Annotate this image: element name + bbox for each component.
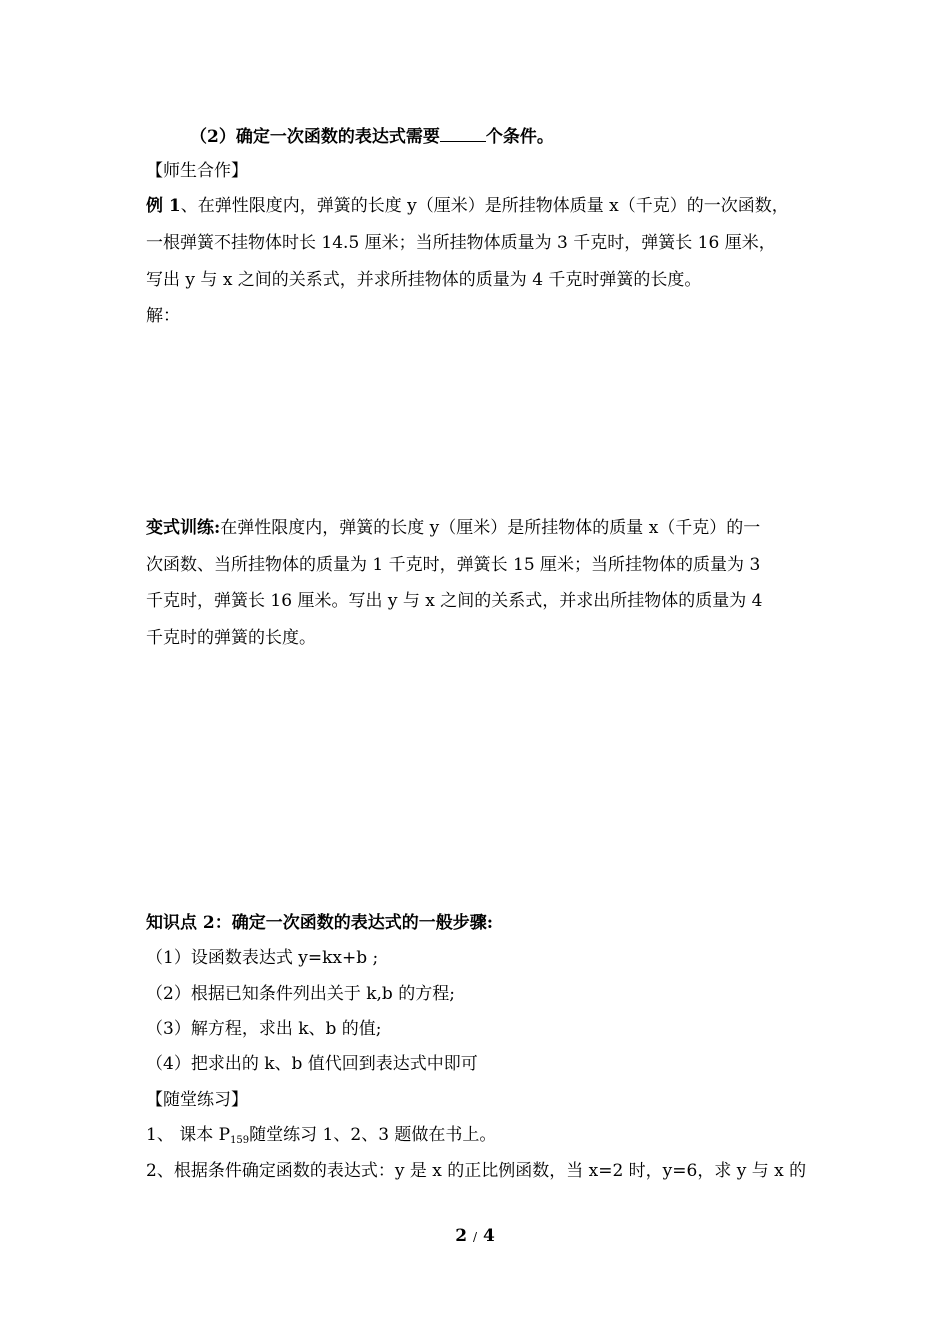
page-total: 4: [482, 1226, 495, 1246]
page-current: 2: [455, 1226, 468, 1246]
section-heading-cooperation: 【师生合作】: [146, 161, 248, 181]
step-3: （3）解方程，求出 k、b 的值;: [146, 1019, 382, 1039]
practice-2: 2、根据条件确定函数的表达式：y 是 x 的正比例函数，当 x=2 时，y=6，求 y 与 x 的: [146, 1161, 807, 1181]
step-2: （2）根据已知条件列出关于 k,b 的方程;: [146, 984, 455, 1004]
practice-1-suffix: 随堂练习 1、2、3 题做在书上。: [249, 1125, 497, 1145]
page-separator: /: [472, 1230, 478, 1244]
practice-1-page-subscript: 159: [230, 1135, 250, 1146]
solution-label: 解：: [146, 306, 180, 326]
question-2: [190, 125, 855, 149]
question-2-prefix: （2）确定一次函数的表达式需要: [190, 127, 440, 147]
page-number: [0, 1226, 950, 1246]
fill-blank[interactable]: [440, 125, 486, 142]
variant-line-4: 千克时的弹簧的长度。: [146, 628, 316, 648]
variant-text: 在弹性限度内，弹簧的长度 y（厘米）是所挂物体的质量 x（千克）的一: [220, 518, 761, 538]
variant-label: 变式训练:: [146, 518, 221, 538]
practice-1: [146, 1123, 811, 1153]
step-1: （1）设函数表达式 y=kx+b ;: [146, 948, 379, 968]
example-1-line-2: 一根弹簧不挂物体时长 14.5 厘米；当所挂物体质量为 3 千克时，弹簧长 16 厘米，: [146, 233, 776, 253]
example-1-label: 例 1: [146, 196, 181, 216]
knowledge-point-2-title: 知识点 2：确定一次函数的表达式的一般步骤:: [146, 913, 494, 933]
step-4: （4）把求出的 k、b 值代回到表达式中即可: [146, 1054, 478, 1074]
practice-1-prefix: 1、 课本 P: [146, 1125, 231, 1145]
variant-line-1: [146, 516, 811, 540]
example-1-line-3: 写出 y 与 x 之间的关系式，并求所挂物体的质量为 4 千克时弹簧的长度。: [146, 270, 702, 290]
question-2-suffix: 个条件。: [485, 127, 554, 147]
section-heading-practice: 【随堂练习】: [146, 1090, 248, 1110]
variant-line-3: 千克时，弹簧长 16 厘米。写出 y 与 x 之间的关系式，并求出所挂物体的质量为 4: [146, 591, 763, 611]
example-1-text: 、在弹性限度内，弹簧的长度 y（厘米）是所挂物体质量 x（千克）的一次函数，: [180, 196, 789, 216]
variant-line-2: 次函数、当所挂物体的质量为 1 千克时，弹簧长 15 厘米；当所挂物体的质量为 3: [146, 555, 761, 575]
example-1-line-1: [146, 194, 811, 218]
